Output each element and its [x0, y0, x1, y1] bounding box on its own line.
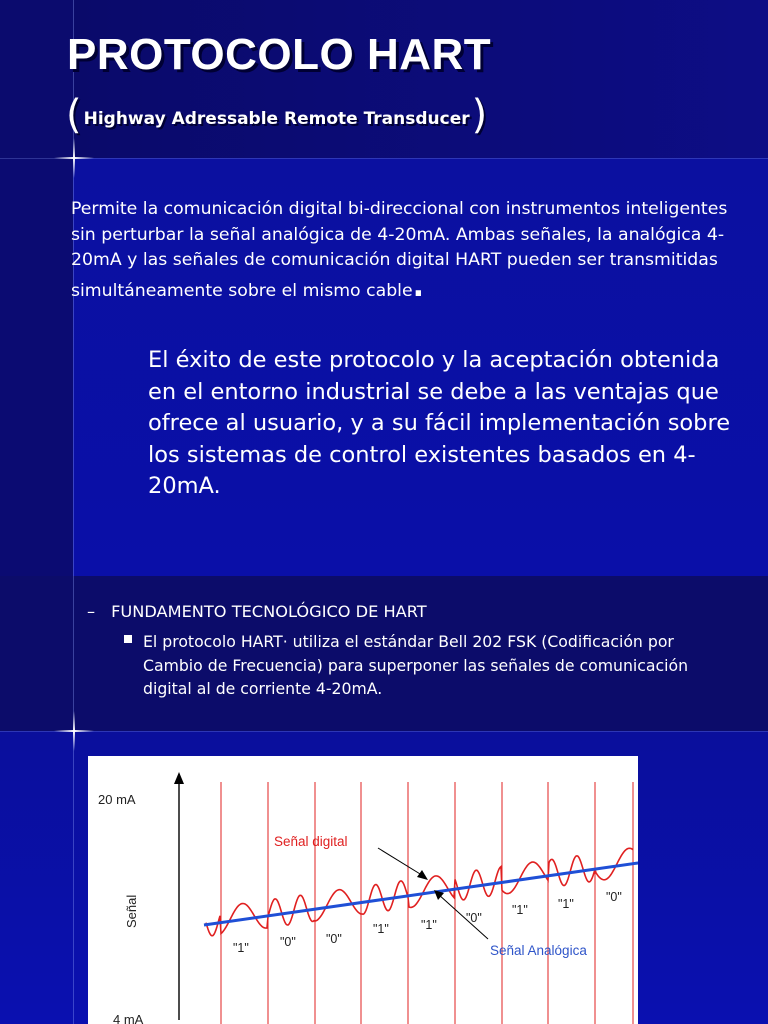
bit-label-5: "1": [421, 918, 437, 932]
subtitle-open-paren: (: [66, 92, 82, 138]
horizontal-accent-line: [0, 158, 768, 159]
subtitle-close-paren: ): [471, 92, 488, 138]
digital-pointer-arrow-icon: [417, 870, 428, 880]
digital-label-pointer: [378, 848, 425, 877]
slide-subtitle: [66, 92, 487, 138]
bit-label-3: "0": [326, 932, 342, 946]
digital-signal-label: Señal digital: [274, 834, 348, 849]
sparkle-icon-lower: [54, 711, 94, 751]
bit-label-9: "0": [606, 890, 622, 904]
digital-signal-curve: [206, 848, 633, 936]
y-axis-label: Señal: [124, 894, 139, 928]
bit-label-2: "0": [280, 935, 296, 949]
section-heading: [87, 602, 427, 621]
horizontal-accent-line-lower: [0, 731, 768, 732]
bit-label-8: "1": [558, 897, 574, 911]
subtitle-text: Highway Adressable Remote Transducer: [83, 109, 470, 129]
y-axis-arrow-icon: [174, 772, 184, 784]
intro-paragraph: [71, 197, 731, 304]
section-heading-text: FUNDAMENTO TECNOLÓGICO DE HART: [111, 602, 427, 621]
hart-signal-figure: [88, 756, 638, 1024]
bullet-text: El protocolo HART· utiliza el estándar Bell 202 FSK (Codificación por Cambio de Frecuencia) para superponer las señales de comunicación digital al de corriente 4-20mA.: [143, 632, 689, 698]
success-paragraph: El éxito de este protocolo y la aceptación obtenida en el entorno industrial se debe a las ventajas que ofrece al usuario, y a su fácil implementación sobre los sistemas de control existentes basados en 4-20mA.: [148, 347, 731, 499]
intro-paragraph-text: Permite la comunicación digital bi-direccional con instrumentos inteligentes sin perturbar la señal analógica de 4-20mA. Ambas señales, la analógica 4-20mA y las señales de comunicación digital HART pueden ser transmitidas simultáneamente sobre el mismo cable: [71, 199, 728, 301]
analog-signal-line: [204, 861, 638, 925]
intro-paragraph-period: .: [412, 268, 425, 304]
slide-title: PROTOCOLO HART: [67, 30, 492, 79]
bit-label-7: "1": [512, 903, 528, 917]
bit-label-1: "1": [233, 941, 249, 955]
y-bottom-label: 4 mA: [113, 1012, 144, 1024]
sparkle-icon: [54, 138, 94, 178]
bullet-item: [124, 630, 734, 701]
left-band: [0, 158, 73, 576]
hart-signal-diagram: [88, 756, 638, 1024]
bit-label-4: "1": [373, 922, 389, 936]
section-dash: –: [87, 602, 96, 621]
analog-signal-label: Señal Analógica: [490, 943, 587, 958]
y-top-label: 20 mA: [98, 792, 136, 807]
bit-label-6: "0": [466, 911, 482, 925]
square-bullet-icon: [124, 635, 132, 643]
